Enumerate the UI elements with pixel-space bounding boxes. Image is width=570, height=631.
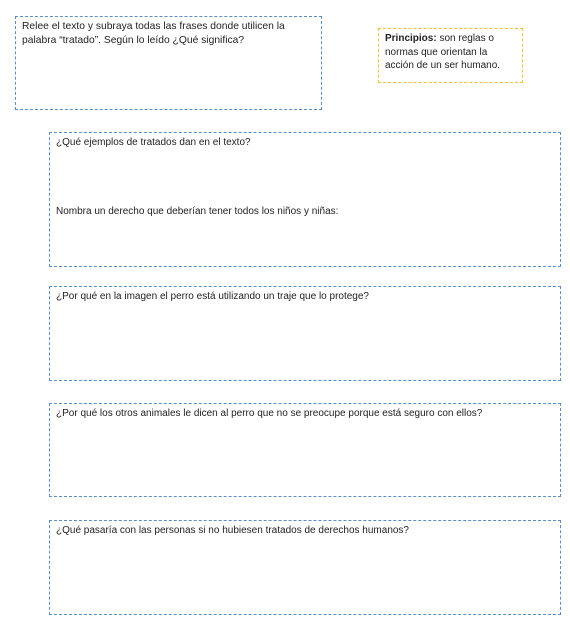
- no-treaties-answer-box[interactable]: [49, 520, 561, 615]
- animals-answer-box[interactable]: [49, 403, 561, 497]
- dog-suit-answer-box[interactable]: [49, 286, 561, 381]
- question-dog-suit: ¿Por qué en la imagen el perro está utilizando un traje que lo protege?: [56, 291, 369, 302]
- question-examples: ¿Qué ejemplos de tratados dan en el texto?: [56, 137, 251, 148]
- question-animals: ¿Por qué los otros animales le dicen al perro que no se preocupe porque está seguro con ellos?: [56, 408, 483, 419]
- principles-definition: [385, 32, 516, 73]
- principles-definition-box: [378, 28, 523, 83]
- question-right: Nombra un derecho que deberían tener todos los niños y niñas:: [56, 206, 339, 217]
- examples-answer-box[interactable]: [49, 132, 561, 267]
- reread-instruction-box[interactable]: [15, 16, 322, 110]
- question-no-treaties: ¿Qué pasaría con las personas si no hubiesen tratados de derechos humanos?: [56, 525, 409, 536]
- principles-definition-text: son reglas o normas que orientan la acción de un ser humano.: [385, 33, 501, 71]
- reread-instruction-text: Relee el texto y subraya todas las frases donde utilicen la palabra “tratado”. Según lo leído ¿Qué significa?: [22, 21, 285, 46]
- principles-term: Principios:: [385, 33, 437, 44]
